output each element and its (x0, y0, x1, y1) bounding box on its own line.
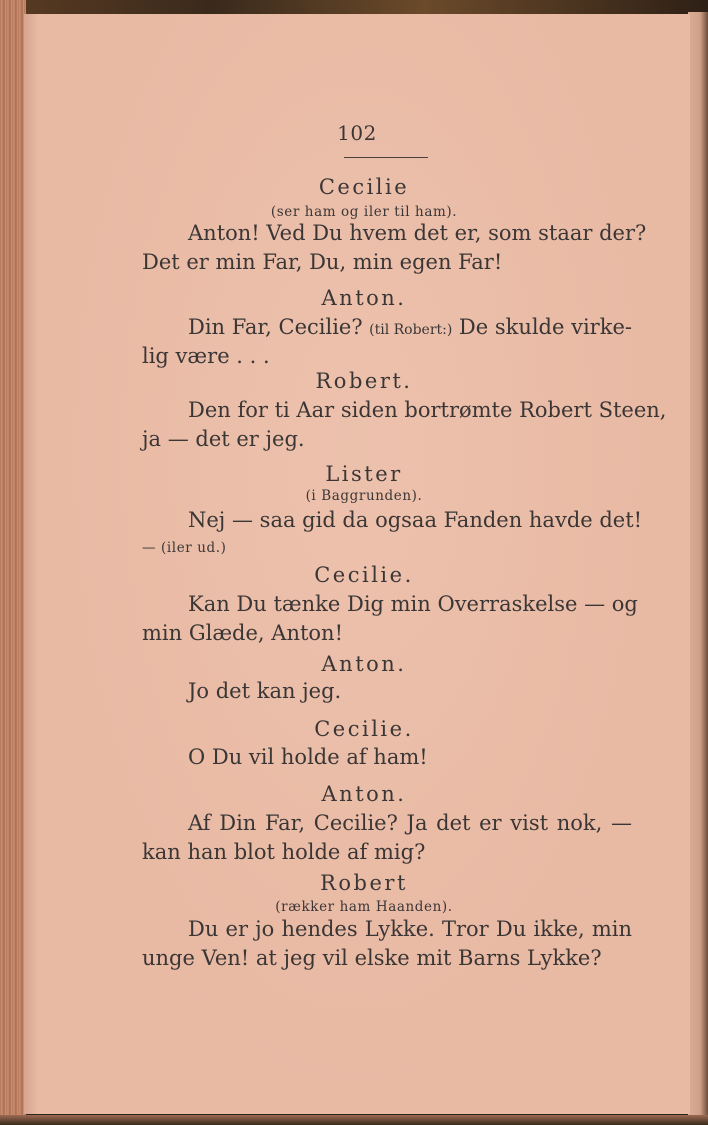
dialogue-line: unge Ven! at jeg vil elske mit Barns Lykke? (142, 946, 602, 970)
dialogue-line: min Glæde, Anton! (142, 621, 344, 645)
dialogue-line: kan han blot holde af mig? (142, 840, 426, 864)
page-number-rule (344, 157, 428, 158)
stage-direction: (i Baggrunden). (305, 488, 423, 504)
speaker-name: Anton. (321, 652, 407, 676)
speaker-name: Anton. (321, 286, 407, 310)
dialogue-line (188, 314, 632, 343)
dialogue-text: De skulde virke- (458, 315, 632, 339)
dialogue-line: Det er min Far, Du, min egen Far! (142, 250, 503, 274)
page-number: 102 (337, 121, 377, 145)
speaker-name: Robert (320, 871, 408, 895)
dialogue-line: O Du vil holde af ham! (188, 745, 428, 769)
dialogue-line: Af Din Far, Cecilie? Ja det er vist nok, — (188, 811, 632, 835)
dialogue-text: Din Far, Cecilie? (188, 315, 363, 339)
dialogue-line: ja — det er jeg. (142, 427, 305, 451)
dialogue-line: lig være . . . (142, 344, 270, 368)
book-bottom-edge (0, 1115, 708, 1125)
dialogue-line: Kan Du tænke Dig min Overraskelse — og (188, 592, 638, 616)
dialogue-line: Den for ti Aar siden bortrømte Robert Steen, (188, 398, 667, 422)
inline-stage-direction: (til Robert:) (369, 322, 453, 338)
stage-direction: (rækker ham Haanden). (275, 899, 453, 915)
dialogue-line: Du er jo hendes Lykke. Tror Du ikke, min (188, 917, 632, 941)
book-page (24, 14, 690, 1114)
speaker-name: Lister (325, 462, 403, 486)
book-right-edge (688, 12, 708, 1122)
dialogue-line: Anton! Ved Du hvem det er, som staar der? (188, 221, 647, 245)
stage-direction: — (iler ud.) (142, 540, 227, 556)
stage-direction: (ser ham og iler til ham). (270, 204, 458, 220)
book-left-edge (0, 0, 26, 1125)
dialogue-line: Nej — saa gid da ogsaa Fanden havde det! (188, 508, 643, 532)
speaker-name: Cecilie. (314, 717, 414, 741)
speaker-name: Anton. (321, 782, 407, 806)
speaker-name: Cecilie (318, 175, 410, 199)
dialogue-line: Jo det kan jeg. (188, 679, 342, 703)
speaker-name: Cecilie. (314, 563, 414, 587)
speaker-name: Robert. (315, 369, 413, 393)
